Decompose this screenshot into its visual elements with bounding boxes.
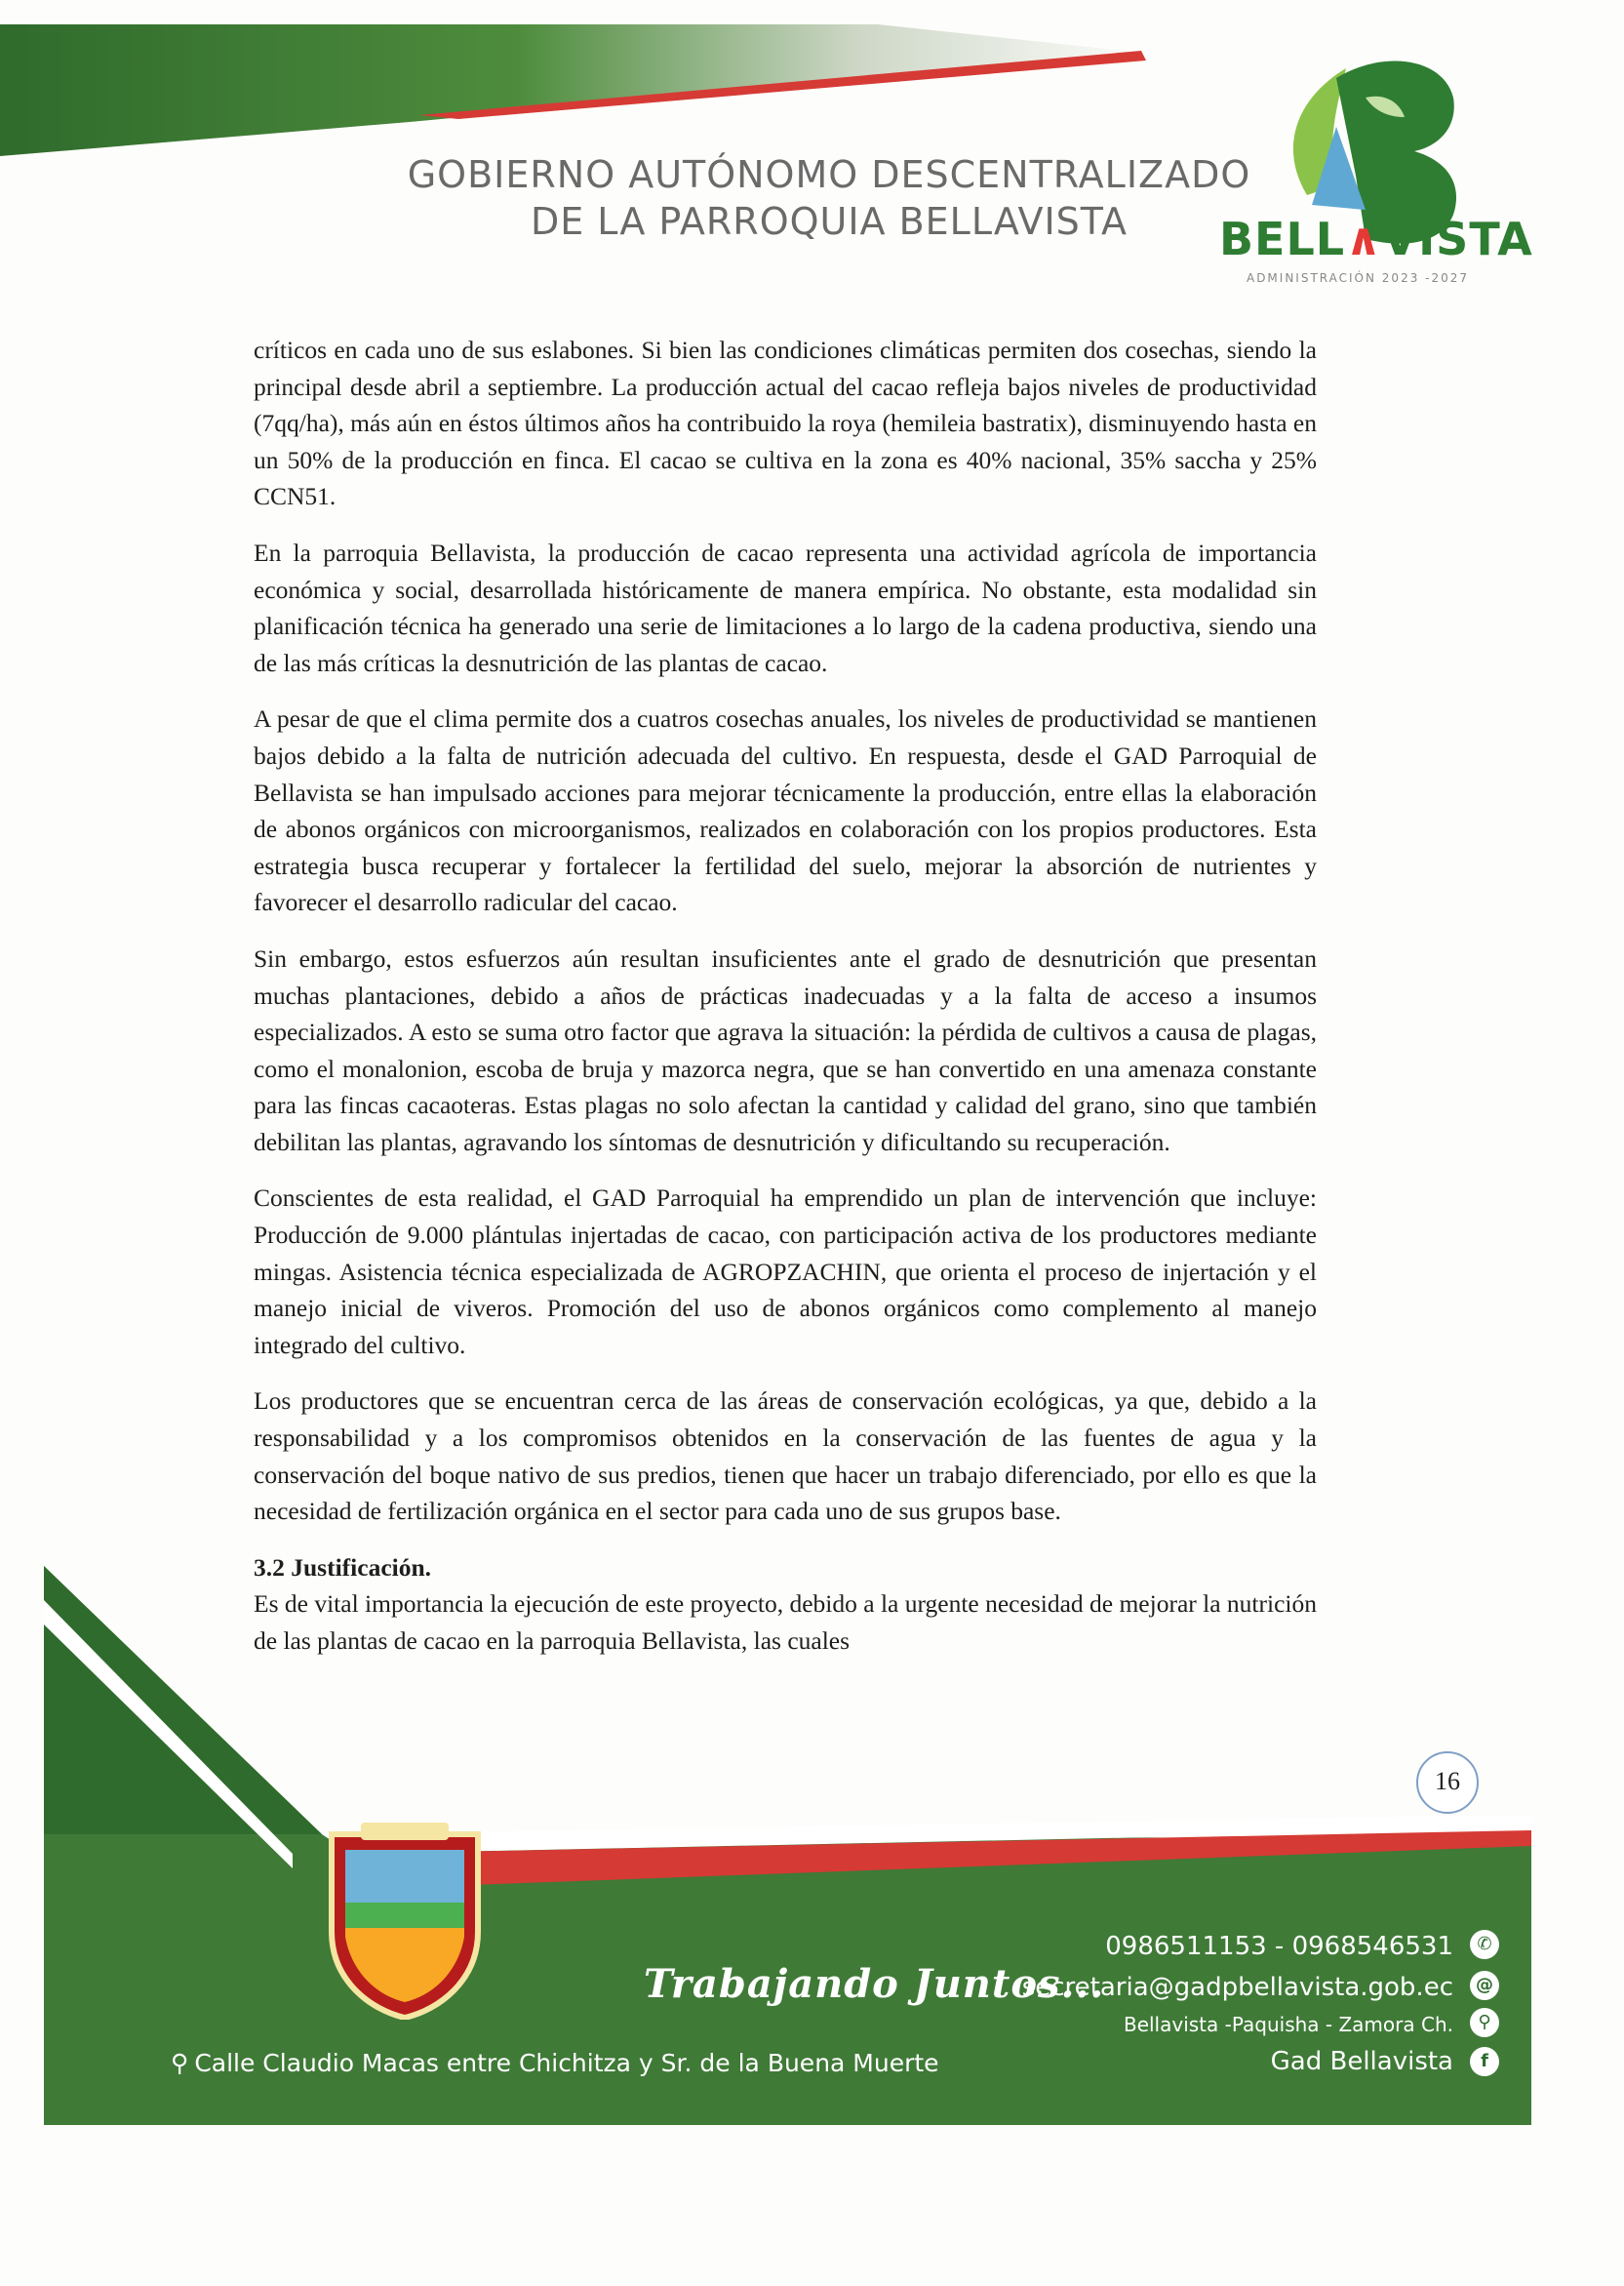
whatsapp-icon: ✆ [1470, 1930, 1499, 1959]
address-pin-icon: ⚲ [171, 2049, 189, 2077]
footer-slogan: Trabajando Juntos... [644, 1961, 1105, 2007]
paragraph-3: A pesar de que el clima permite dos a cuatros cosechas anuales, los niveles de productividad se mantienen bajos debido a la falta de nutrición adecuada del cultivo. En respuesta, desde el GAD Parroquial de Bellavista se han impulsado acciones para mejorar técnicamente la producción, entre ellas la elaboración de abonos orgánicos con microorganismos, realizados en colaboración con los propios productores. Esta estrategia busca recuperar y fortalecer la fertilidad del suelo, mejorar la absorción de nutrientes y favorecer el desarrollo radicular del cacao. [254, 704, 1317, 917]
logo-wordmark-a: BELL [1219, 213, 1346, 265]
facebook-icon: f [1470, 2047, 1499, 2076]
paragraph-2: En la parroquia Bellavista, la producción de cacao representa una actividad agrícola de importancia económica y social, desarrollada históricamente de manera empírica. No obstante, esta modalidad sin planificación técnica ha generado una serie de limitaciones a lo largo de la cadena productiva, siendo una de las más críticas la desnutrición de las plantas de cacao. [254, 538, 1317, 677]
paragraph-1: críticos en cada uno de sus eslabones. Si bien las condiciones climáticas permiten dos cosechas, siendo la principal desde abril a septiembre. La producción actual del cacao refleja bajos niveles de productividad (7qq/ha), más aún en éstos últimos años ha contribuido la roya (hemileia bastratix), disminuyendo hasta en un 50% de la producción en finca. El cacao se cultiva en la zona es 40% nacional, 35% saccha y 25% CCN51. [254, 336, 1317, 511]
footer-address-text: Calle Claudio Macas entre Chichitza y Sr. de la Buena Muerte [194, 2049, 939, 2077]
footer-address [171, 2049, 939, 2077]
section-heading-justificacion: 3.2 Justificación. [254, 1552, 432, 1582]
page-number: 16 [1416, 1751, 1479, 1814]
paragraph-6: Los productores que se encuentran cerca de las áreas de conservación ecológicas, ya que, debido a la responsabilidad y a los compromisos obtenidos en la conservación de las fuentes de agua y la conservación del boque nativo de sus predios, tienen que hacer un trabajo diferenciado, por ello es que la necesidad de fertilización orgánica en el sector para cada uno de sus grupos base. [254, 1386, 1317, 1526]
footer-location: Bellavista -Paquisha - Zamora Ch. [1123, 2013, 1453, 2036]
paragraph-4: Sin embargo, estos esfuerzos aún resultan insuficientes ante el grado de desnutrición que presentan muchas plantaciones, debido a años de prácticas inadecuadas y a la falta de acceso a insumos especializados. A esto se suma otro factor que agrava la situación: la pérdida de cultivos a causa de plagas, como el monalonion, escoba de bruja y mazorca negra, que se han convertido en una amenaza constante para las fincas cacaoteras. Estas plagas no solo afectan la cantidad y calidad del grano, sino que también debilitan las plantas, agravando los síntomas de desnutrición y dificultando su recuperación. [254, 943, 1317, 1156]
document-body [254, 332, 1317, 1679]
logo-wordmark [1219, 213, 1533, 265]
footer-phone: 0986511153 - 0968546531 [1105, 1932, 1453, 1961]
header-title-line2: DE LA PARROQUIA BELLAVISTA [530, 200, 1129, 243]
parish-crest-emblem [322, 1815, 488, 2020]
header-title-line1: GOBIERNO AUTÓNOMO DESCENTRALIZADO [407, 153, 1251, 196]
header-title [371, 151, 1287, 245]
location-pin-icon: ⚲ [1470, 2008, 1499, 2037]
paragraph-7: Es de vital importancia la ejecución de este proyecto, debido a la urgente necesidad de mejorar la nutrición de las plantas de cacao en la parroquia Bellavista, las cuales [254, 1589, 1317, 1655]
logo-accent-glyph: ∧ [1345, 213, 1383, 265]
paragraph-5: Conscientes de esta realidad, el GAD Parroquial ha emprendido un plan de intervención que incluye: Producción de 9.000 plántulas injertadas de cacao, con participación activa de los productores mediante mingas. Asistencia técnica especializada de AGROPZACHIN, que orienta el proceso de injertación y el manejo inicial de viveros. Promoción del uso de abonos orgánicos como complemento al manejo integrado del cultivo. [254, 1183, 1317, 1359]
email-icon: @ [1470, 1971, 1499, 2000]
logo-wordmark-b: VISTA [1382, 213, 1533, 265]
logo-subtitle: ADMINISTRACIÓN 2023 -2027 [1246, 271, 1470, 285]
footer-facebook: Gad Bellavista [1270, 2047, 1453, 2076]
footer-email: secretaria@gadpbellavista.gob.ec [1021, 1973, 1453, 2002]
